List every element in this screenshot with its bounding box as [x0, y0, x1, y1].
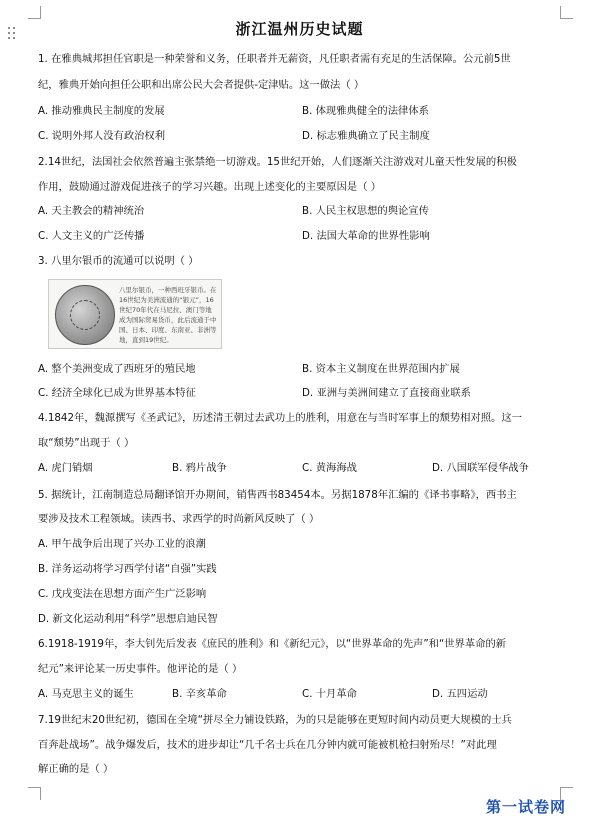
question-6-line-2: 纪元”来评论某一历史事件。他评论的是（ ） [38, 663, 243, 675]
question-3-option-b[interactable]: B. 资本主义制度在世界范围内扩展 [302, 363, 460, 375]
question-3-option-a[interactable]: A. 整个美洲变成了西班牙的殖民地 [38, 363, 196, 375]
question-3-option-c[interactable]: C. 经济全球化已成为世界基本特征 [38, 387, 196, 399]
question-4-line-1: 4.1842年，魏源撰写《圣武记》，历述清王朝过去武功上的胜利，用意在与当时军事上的颓势相对照。这一 [38, 412, 522, 424]
page-title: 浙江温州历史试题 [235, 20, 364, 38]
question-5-option-d[interactable]: D. 新文化运动利用“科学”思想启迪民智 [38, 613, 218, 625]
question-6-option-d[interactable]: D. 五四运动 [432, 688, 488, 700]
question-3-option-d[interactable]: D. 亚洲与美洲间建立了直接商业联系 [302, 387, 471, 399]
question-1-line-1: 1. 在雅典城邦担任官职是一种荣誉和义务，任职者并无薪资，凡任职者需有充足的生活保障。公元前5世 [38, 53, 511, 65]
question-4-option-c[interactable]: C. 黄海海战 [302, 462, 357, 474]
coin-caption: 八里尔银币，一种西班牙银币。在16世纪为美洲流通的“银元”，16世纪70年代在马尼拉、澳门等地成为国际贸易货币，此后流通于中国、日本、印度、东南亚、非洲等地，直到19世纪。 [119, 286, 217, 344]
question-2-option-a[interactable]: A. 天主教会的精神统治 [38, 205, 145, 217]
coin-figure [48, 279, 222, 349]
question-4-line-2: 取“颓势”出现于（ ） [38, 437, 135, 449]
question-4-option-a[interactable]: A. 虎门销烟 [38, 462, 93, 474]
question-6-line-1: 6.1918-1919年，李大钊先后发表《庶民的胜利》和《新纪元》，以“世界革命的先声”和“世界革命的新 [38, 638, 507, 650]
question-3-line-1: 3. 八里尔银币的流通可以说明（ ） [38, 255, 199, 267]
question-7-line-1: 7.19世纪末20世纪初，德国在全境“拼尽全力铺设铁路，为的只是能够在更短时间内动员更大规模的士兵 [38, 714, 512, 726]
question-5-option-a[interactable]: A. 甲午战争后出现了兴办工业的浪潮 [38, 538, 206, 550]
question-6-option-c[interactable]: C. 十月革命 [302, 688, 357, 700]
question-6-option-a[interactable]: A. 马克思主义的诞生 [38, 688, 134, 700]
question-7-line-2: 百奔赴战场”。战争爆发后，技术的进步却让“几千名士兵在几分钟内就可能被机枪扫射殆尽！”对此理 [38, 739, 497, 751]
question-5-line-2: 要涉及技术工程领域。读西书、求西学的时尚新风反映了（ ） [38, 513, 320, 525]
question-7-line-3: 解正确的是（ ） [38, 763, 114, 775]
question-2-option-b[interactable]: B. 人民主权思想的舆论宣传 [302, 205, 429, 217]
question-2-option-c[interactable]: C. 人文主义的广泛传播 [38, 230, 145, 242]
silver-coin-image [55, 285, 115, 345]
question-1-option-a[interactable]: A. 推动雅典民主制度的发展 [38, 105, 165, 117]
question-1-option-b[interactable]: B. 体现雅典健全的法律体系 [302, 105, 429, 117]
question-2-line-2: 作用，鼓励通过游戏促进孩子的学习兴趣。出现上述变化的主要原因是（ ） [38, 181, 382, 193]
question-5-option-b[interactable]: B. 洋务运动将学习西学付诸“自强”实践 [38, 563, 217, 575]
question-2-line-1: 2.14世纪，法国社会依然普遍主张禁绝一切游戏。15世纪开始，人们逐渐关注游戏对儿童天性发展的积极 [38, 156, 517, 168]
question-1-line-2: 纪，雅典开始向担任公职和出席公民大会者提供-定津贴。这一做法（ ） [38, 79, 365, 91]
question-4-option-d[interactable]: D. 八国联军侵华战争 [432, 462, 529, 474]
question-1-option-d[interactable]: D. 标志雅典确立了民主制度 [302, 130, 430, 142]
question-2-option-d[interactable]: D. 法国大革命的世界性影响 [302, 230, 430, 242]
site-watermark: 第一试卷网 [486, 798, 567, 816]
question-6-option-b[interactable]: B. 辛亥革命 [172, 688, 227, 700]
question-5-option-c[interactable]: C. 戊戌变法在思想方面产生广泛影响 [38, 588, 207, 600]
question-1-option-c[interactable]: C. 说明外邦人没有政治权利 [38, 130, 166, 142]
question-4-option-b[interactable]: B. 鸦片战争 [172, 462, 227, 474]
crop-mark-bottom-left [28, 787, 41, 800]
question-5-line-1: 5. 据统计，江南制造总局翻译馆开办期间，销售西书83454本。另据1878年汇编的《译书事略》，西书主 [38, 489, 517, 501]
